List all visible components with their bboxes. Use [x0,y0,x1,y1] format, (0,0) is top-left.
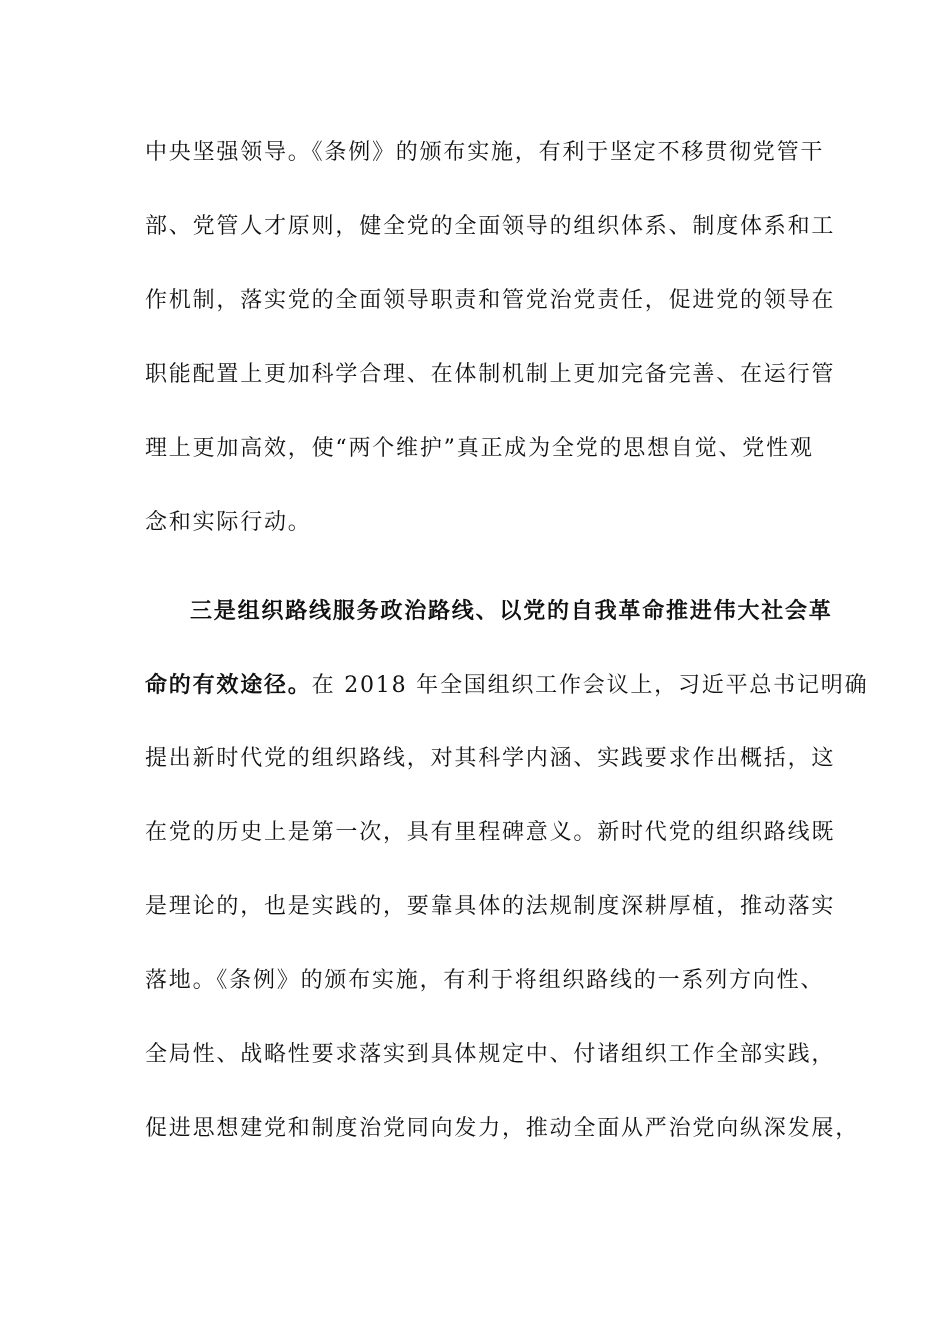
paragraph1-line-5: 理上更加高效，使“两个维护”真正成为全党的思想自觉、党性观 [145,436,814,461]
paragraph2-line-8: 促进思想建党和制度治党同向发力，推动全面从严治党向纵深发展， [145,1116,860,1141]
paragraph2-line-1 [190,596,833,627]
paragraph1-line-4: 职能配置上更加科学合理、在体制机制上更加完备完善、在运行管 [145,362,836,387]
paragraph1-line-1: 中央坚强领导。《条例》的颁布实施，有利于坚定不移贯彻党管干 [145,140,825,165]
section-heading-part-2: 命的有效途径。 [145,672,312,698]
paragraph2-line-2-text: 在 2018 年全国组织工作会议上，习近平总书记明确 [311,673,869,698]
paragraph2-line-6: 落地。《条例》的颁布实施，有利于将组织路线的一系列方向性、 [145,968,825,993]
paragraph2-line-4: 在党的历史上是第一次，具有里程碑意义。新时代党的组织路线既 [145,820,836,845]
paragraph2-line-2 [145,670,869,701]
paragraph2-line-3: 提出新时代党的组织路线，对其科学内涵、实践要求作出概括，这 [145,746,836,771]
paragraph1-line-2: 部、党管人才原则，健全党的全面领导的组织体系、制度体系和工 [145,214,836,239]
paragraph2-line-7: 全局性、战略性要求落实到具体规定中、付诸组织工作全部实践， [145,1042,836,1067]
paragraph2-line-5: 是理论的，也是实践的，要靠具体的法规制度深耕厚植，推动落实 [145,894,836,919]
section-heading-part-1: 三是组织路线服务政治路线、以党的自我革命推进伟大社会革 [190,598,833,624]
paragraph1-line-6: 念和实际行动。 [145,510,312,535]
paragraph1-line-3: 作机制，落实党的全面领导职责和管党治党责任，促进党的领导在 [145,288,836,313]
